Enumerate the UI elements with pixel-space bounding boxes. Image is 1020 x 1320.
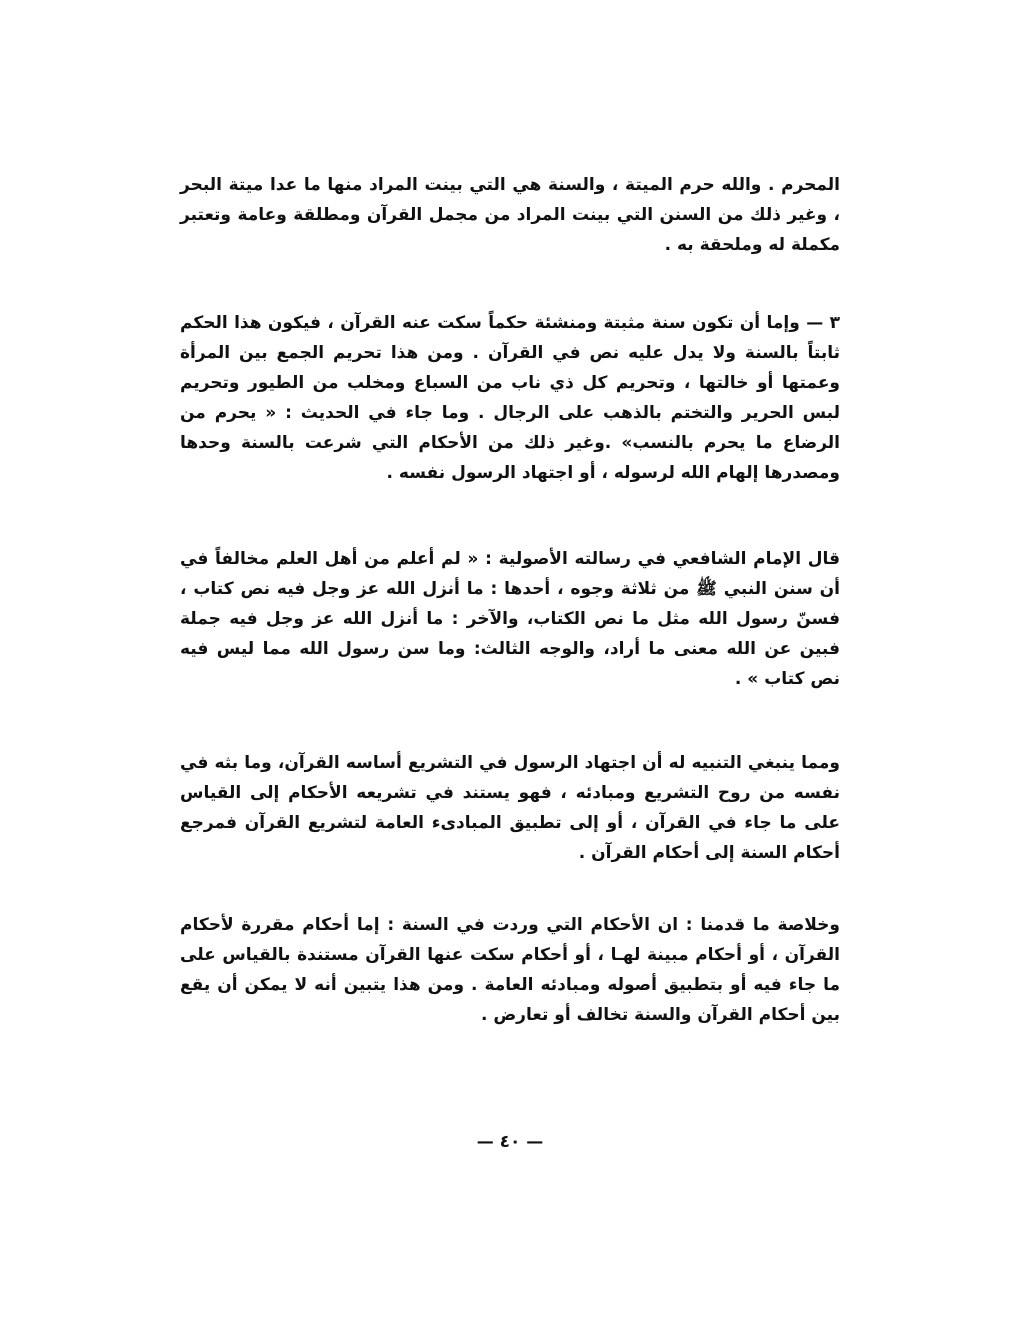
- paragraph-text: ٣ — وإما أن تكون سنة مثبتة ومنشئة حكماً سكت عنه القرآن ، فيكون هذا الحكم ثابتاً بالسنة ولا يدل عليه نص في القرآن . ومن هذا تحريم الجمع بين المرأة وعمتها أو خالتها ، وتحريم كل ذي ناب من السباع ومخلب من الطيور وتحريم لبس الحرير والتختم بالذهب على الرجال . وما جاء في الحديث : « يحرم من الرضاع ما يحرم بالنسب» .وغير ذلك من الأحكام التي شرعت بالسنة وحدها ومصدرها إلهام الله لرسوله ، أو اجتهاد الرسول نفسه .: [180, 313, 840, 483]
- paragraph-text: ومما ينبغي التنبيه له أن اجتهاد الرسول في التشريع أساسه القرآن، وما بثه في نفسه من روح التشريع ومبادئه ، فهو يستند في تشريعه الأحكام إلى القياس على ما جاء في القرآن ، أو إلى تطبيق المبادىء العامة لتشريع القرآن فمرجع أحكام السنة إلى أحكام القرآن .: [180, 753, 840, 863]
- page-number: — ٤٠ —: [476, 1132, 544, 1152]
- paragraph-conclusion: [180, 910, 840, 1030]
- paragraph-shafii-quote: [180, 544, 840, 694]
- paragraph-text: قال الإمام الشافعي في رسالته الأصولية : « لم أعلم من أهل العلم مخالفاً في أن سنن النبي ﷺ من ثلاثة وجوه ، أحدها : ما أنزل الله عز وجل فيه نص كتاب ، فسنّ رسول الله مثل ما نص الكتاب، والآخر : ما أنزل الله عز وجل فيه جملة فبين عن الله معنى ما أراد، والوجه الثالث: وما سن رسول الله مما ليس فيه نص كتاب » .: [180, 549, 840, 689]
- paragraph-sunnah-clarification: [180, 170, 840, 260]
- paragraph-independent-rulings: [180, 308, 840, 488]
- paragraph-text: المحرم . والله حرم الميتة ، والسنة هي التي بينت المراد منها ما عدا ميتة البحر ، وغير ذلك من السنن التي بينت المراد من مجمل القرآن ومطلقة وعامة وتعتبر مكملة له وملحقة به .: [180, 175, 840, 255]
- paragraph-prophet-ijtihad: [180, 748, 840, 868]
- paragraph-text: وخلاصة ما قدمنا : ان الأحكام التي وردت في السنة : إما أحكام مقررة لأحكام القرآن ، أو أحكام مبينة لهـا ، أو أحكام سكت عنها القرآن مستندة بالقياس على ما جاء فيه أو بتطبيق أصوله ومبادئه العامة . ومن هذا يتبين أنه لا يمكن أن يقع بين أحكام القرآن والسنة تخالف أو تعارض .: [180, 915, 840, 1025]
